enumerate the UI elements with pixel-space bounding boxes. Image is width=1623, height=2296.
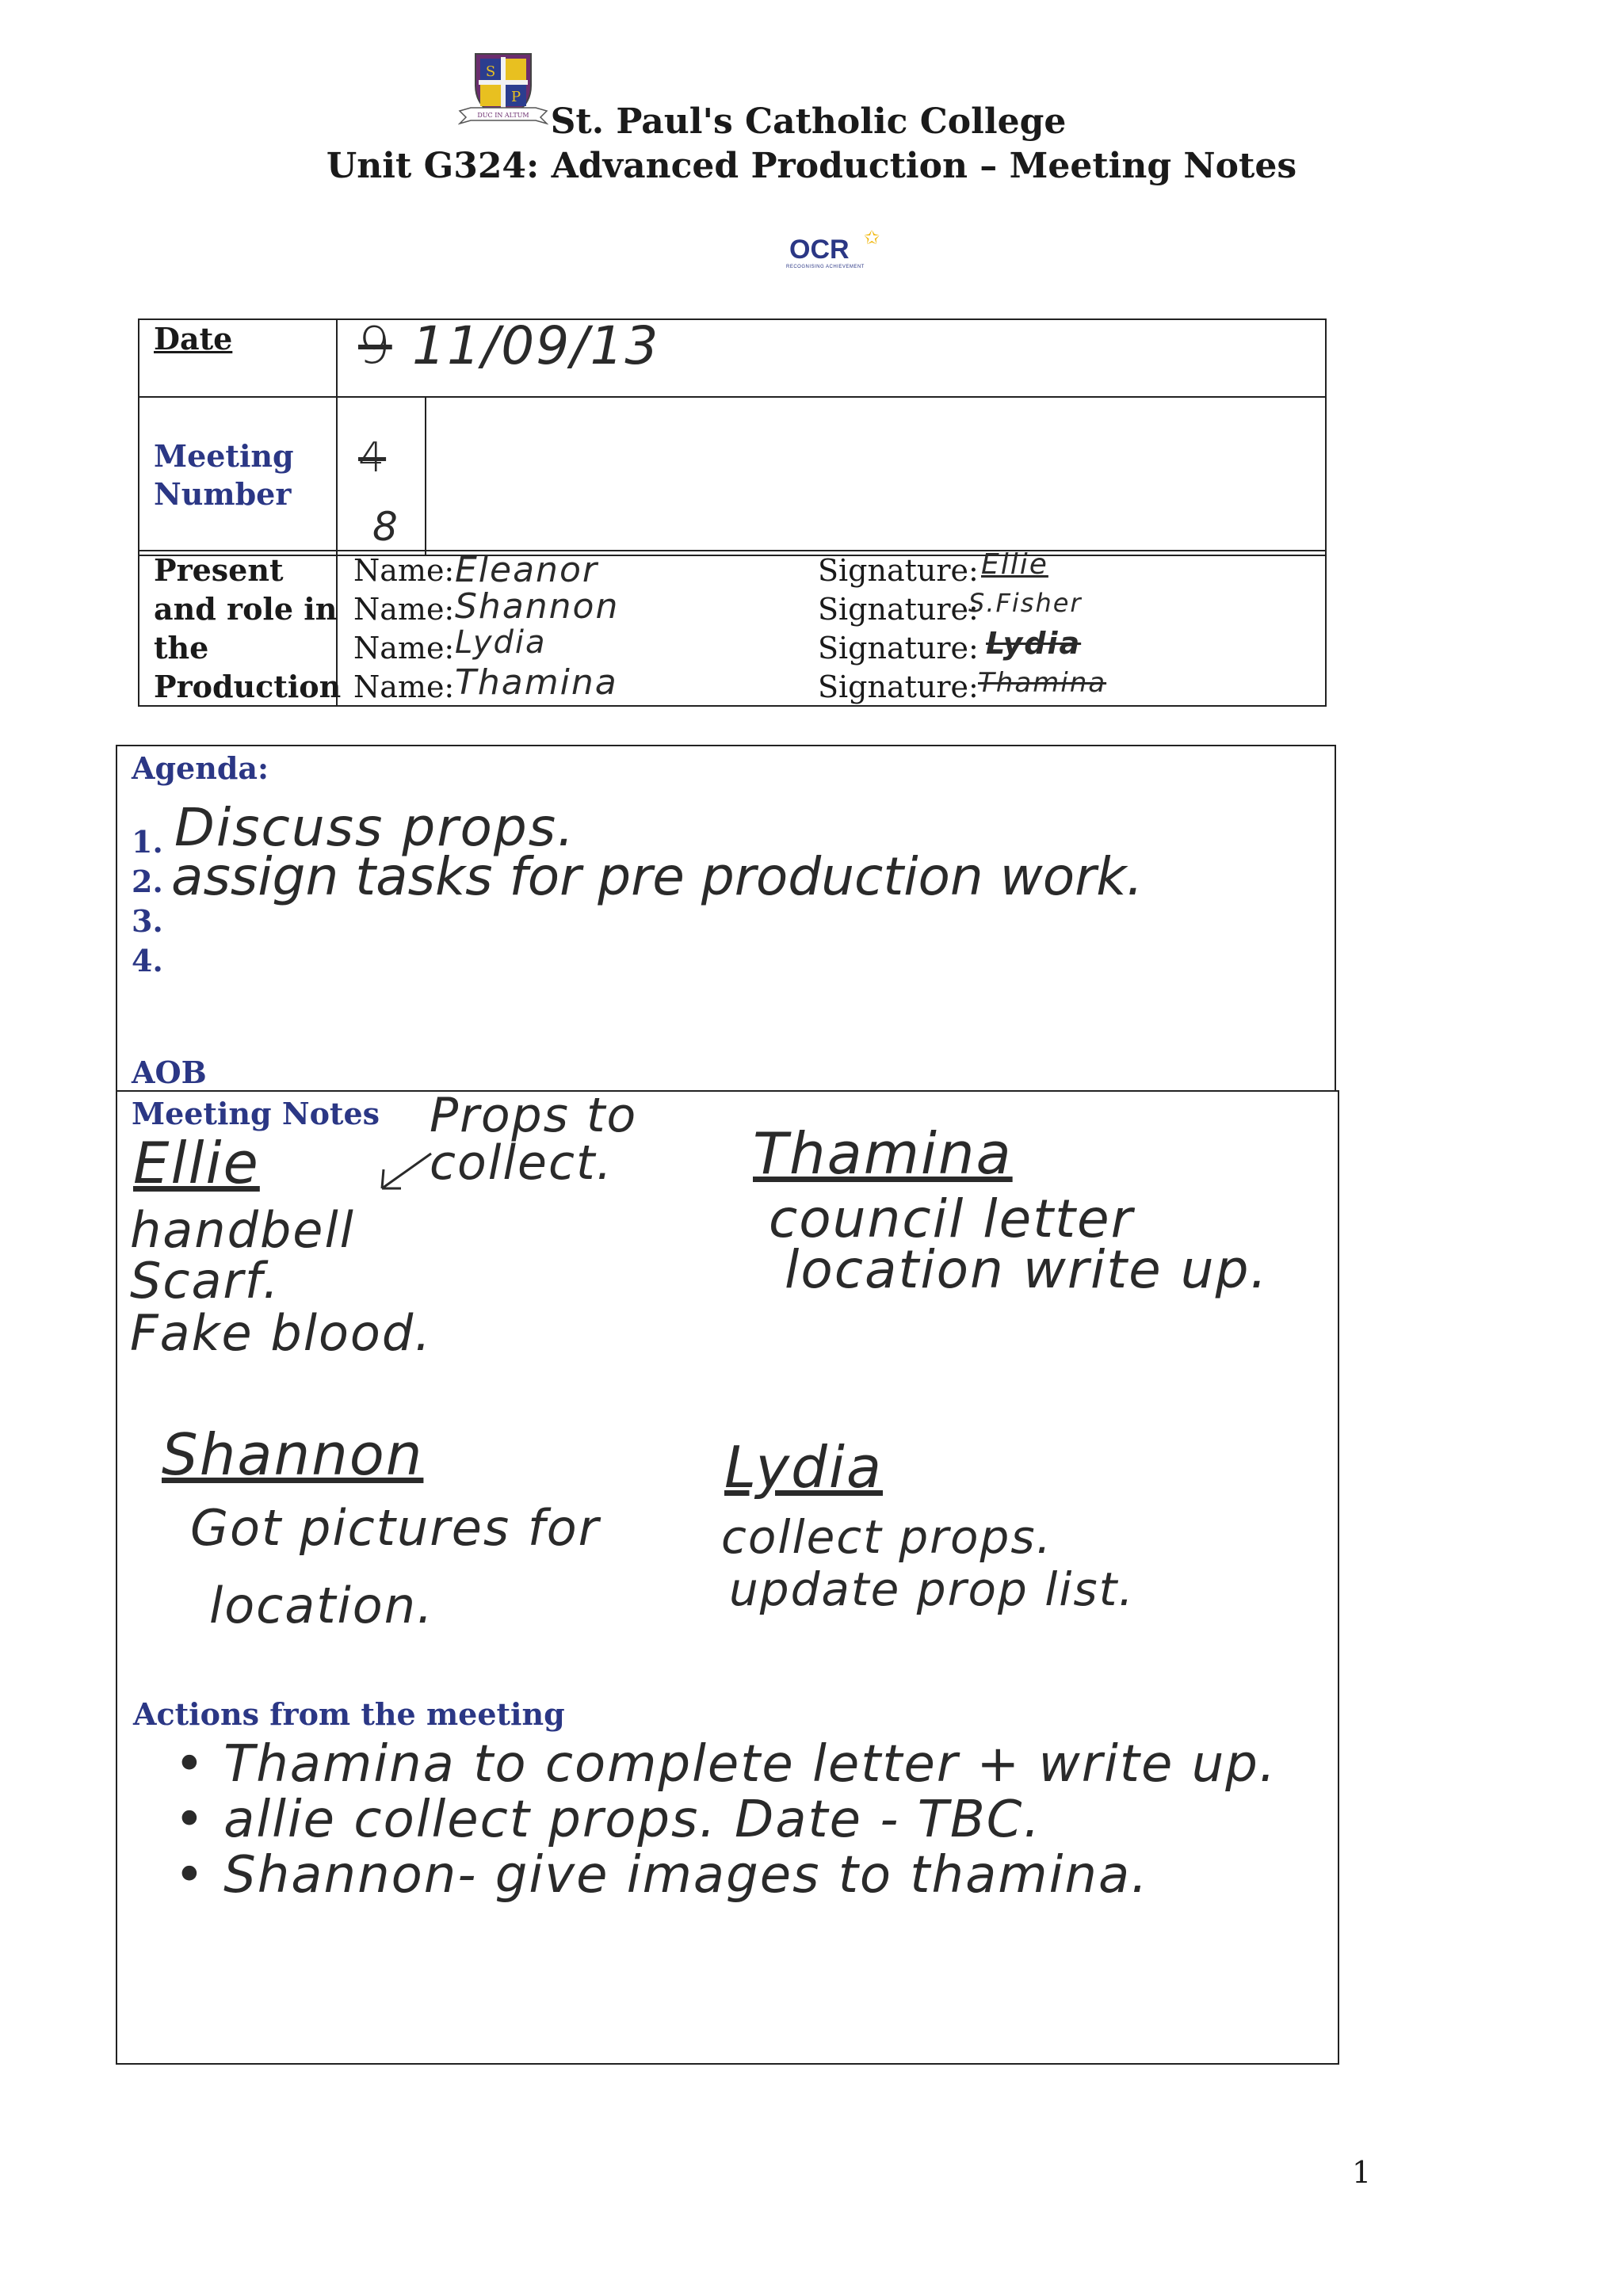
thamina-name: Thamina bbox=[753, 1120, 1013, 1187]
signature-label-4: Signature: bbox=[818, 669, 979, 704]
action-item-2: • allie collect props. Date - TBC. bbox=[174, 1791, 1041, 1849]
meeting-number-label-2: Number bbox=[154, 476, 292, 512]
ocr-tagline: RECOGNISING ACHIEVEMENT bbox=[786, 265, 865, 269]
ellie-arrow-note: Props to collect. bbox=[430, 1088, 638, 1191]
lydia-item-1: collect props. bbox=[721, 1510, 1052, 1564]
meeting-strike: 4 bbox=[358, 434, 387, 482]
action-item-3-text: Shannon- give images to thamina. bbox=[223, 1846, 1149, 1905]
ellie-item-3: Fake blood. bbox=[130, 1304, 432, 1362]
member-name-1: Eleanor bbox=[455, 550, 598, 590]
date-value: 11/09/13 bbox=[412, 315, 660, 376]
unit-title: Unit G324: Advanced Production – Meeting Notes bbox=[326, 146, 1297, 186]
ellie-name: Ellie bbox=[133, 1130, 260, 1196]
name-label-1: Name: bbox=[353, 553, 455, 588]
thamina-item-1: council letter bbox=[769, 1188, 1134, 1249]
action-item-1: • Thamina to complete letter + write up. bbox=[174, 1735, 1277, 1794]
crest-motto: DUC IN ALTUM bbox=[477, 112, 529, 119]
ocr-star-icon: ✩ bbox=[864, 227, 880, 249]
page-number: 1 bbox=[1352, 2155, 1372, 2190]
member-signature-1: Ellie bbox=[981, 548, 1048, 581]
present-label-2: and role in bbox=[154, 591, 338, 627]
ellie-item-1: handbell bbox=[130, 1201, 355, 1259]
crest-letter-s: S bbox=[485, 63, 496, 80]
thamina-item-2: location write up. bbox=[785, 1239, 1269, 1300]
meeting-value: 8 bbox=[372, 504, 399, 550]
meeting-number-label-1: Meeting bbox=[154, 438, 294, 474]
signature-label-3: Signature: bbox=[818, 631, 979, 666]
actions-label: Actions from the meeting bbox=[133, 1696, 565, 1732]
agenda-item-1: Discuss props. bbox=[174, 797, 576, 858]
present-label-4: Production bbox=[154, 669, 342, 704]
present-label-3: the bbox=[154, 630, 209, 666]
crest-letter-p: P bbox=[510, 89, 521, 105]
signature-label-1: Signature: bbox=[818, 553, 979, 588]
school-name: St. Paul's Catholic College bbox=[550, 101, 1067, 142]
member-signature-3: Lydia bbox=[986, 626, 1082, 661]
lydia-name: Lydia bbox=[724, 1434, 883, 1501]
shannon-name: Shannon bbox=[162, 1421, 424, 1488]
date-strike: 9 bbox=[358, 317, 392, 376]
agenda-number-1: 1. bbox=[132, 824, 163, 860]
name-label-2: Name: bbox=[353, 592, 455, 627]
shannon-item-1: Got pictures for bbox=[190, 1499, 601, 1557]
date-label: Date bbox=[154, 321, 233, 357]
lydia-item-2: update prop list. bbox=[729, 1562, 1135, 1616]
ocr-logo-text: OCR bbox=[789, 235, 850, 265]
agenda-number-2: 2. bbox=[132, 864, 163, 899]
date-meeting-table bbox=[138, 318, 1327, 556]
agenda-number-3: 3. bbox=[132, 903, 163, 939]
agenda-item-2: assign tasks for pre production work. bbox=[171, 846, 1144, 907]
member-name-4: Thamina bbox=[455, 662, 618, 703]
name-label-4: Name: bbox=[353, 669, 455, 704]
member-signature-4: Thamina bbox=[978, 667, 1107, 699]
signature-label-2: Signature: bbox=[818, 592, 979, 627]
meeting-notes-label: Meeting Notes bbox=[132, 1096, 380, 1131]
aob-label: AOB bbox=[132, 1055, 207, 1090]
agenda-number-4: 4. bbox=[132, 943, 163, 978]
agenda-label: Agenda: bbox=[132, 750, 269, 786]
action-item-1-text: Thamina to complete letter + write up. bbox=[223, 1735, 1277, 1794]
present-label-1: Present bbox=[154, 552, 284, 588]
arrow-icon bbox=[372, 1149, 436, 1196]
shannon-item-2: location. bbox=[209, 1577, 434, 1634]
action-item-2-text: allie collect props. Date - TBC. bbox=[223, 1791, 1041, 1849]
ocr-logo bbox=[786, 227, 897, 277]
member-signature-2: S.Fisher bbox=[968, 588, 1083, 618]
action-item-3: • Shannon- give images to thamina. bbox=[174, 1846, 1149, 1905]
member-name-2: Shannon bbox=[455, 586, 620, 627]
name-label-3: Name: bbox=[353, 631, 455, 666]
ellie-item-2: Scarf. bbox=[130, 1252, 281, 1310]
member-name-3: Lydia bbox=[455, 624, 547, 661]
